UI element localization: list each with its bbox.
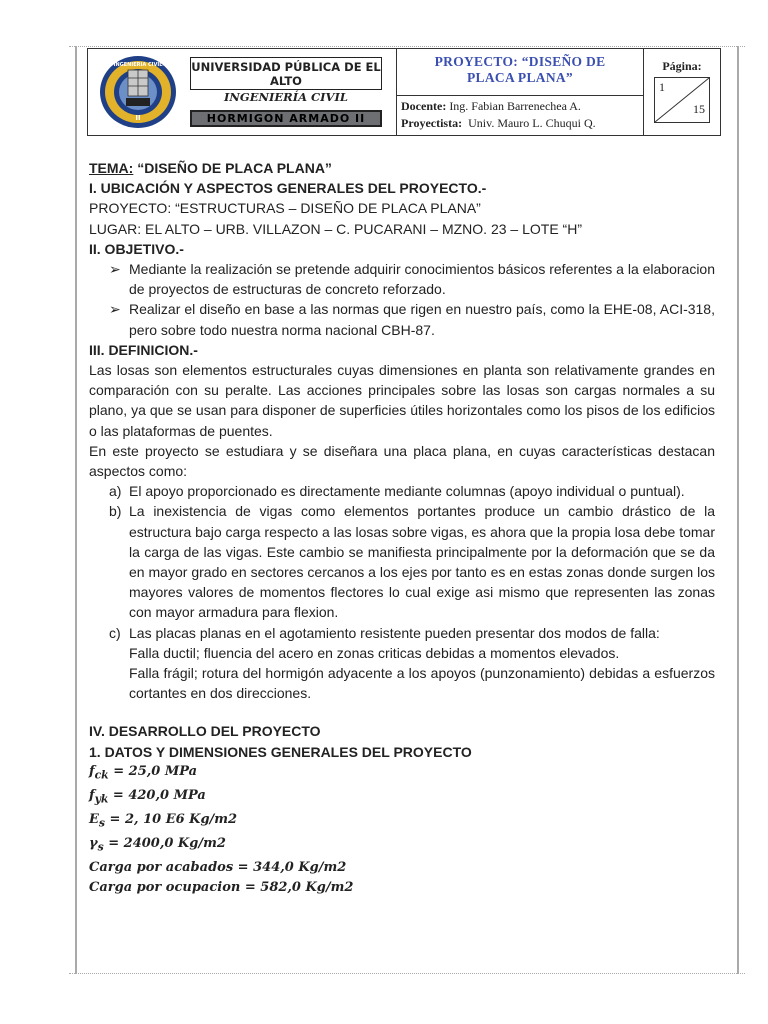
ductile-failure: Falla ductil; fluencia del acero en zonas criticas debidas a momentos elevados. — [129, 644, 620, 661]
project-title-line2: PLACA PLANA” — [467, 70, 573, 85]
document-header — [87, 48, 721, 136]
data-row-occupancy-load: Carga por ocupacion = 582,0 Kg/m2 — [89, 880, 354, 896]
docente-label: Docente: — [401, 99, 447, 113]
arrow-bullet-icon: ➢ — [109, 261, 121, 278]
page-number: 1 — [659, 80, 665, 94]
faculty-logo — [98, 54, 178, 130]
course-band — [190, 110, 382, 127]
objectives-list — [89, 259, 715, 340]
document-body — [89, 158, 715, 899]
section-2-title: II. OBJETIVO.- — [89, 240, 184, 257]
list-item: ➢ Mediante la realización se pretende adquirir conocimientos básicos referentes a la elaboracion de proyectos de estructuras de concreto reforzado. — [109, 261, 716, 298]
section-4-subtitle: 1. DATOS Y DIMENSIONES GENERALES DEL PROYECTO — [89, 743, 472, 760]
page-counter — [654, 77, 710, 123]
proyectista-label: Proyectista: — [401, 116, 463, 130]
project-line: PROYECTO: “ESTRUCTURAS – DISEÑO DE PLACA PLANA” — [89, 200, 481, 217]
docente-value: Ing. Fabian Barrenechea A. — [449, 99, 581, 113]
page-block — [644, 49, 720, 135]
section-3-title: III. DEFINICION.- — [89, 341, 198, 358]
data-row-gamma: $\gamma_s = 2400,0$ Kg/m2 — [89, 835, 226, 854]
data-row-es: $E_s = 2$, 10 E6 Kg/m2 — [89, 811, 238, 830]
university-name: UNIVERSIDAD PÚBLICA DE EL ALTO — [190, 57, 382, 90]
topic-line — [89, 158, 715, 178]
list-item: ➢ Realizar el diseño en base a las normas que rigen en nuestro país, como la EHE-08, ACI-318, pero sobre todo nuestra norma nacional CBH-87. — [109, 301, 715, 338]
proyectista-value: Univ. Mauro L. Chuqui Q. — [468, 116, 596, 130]
topic-value: “DISEÑO DE PLACA PLANA” — [133, 160, 332, 176]
svg-text:II: II — [135, 114, 141, 122]
definition-paragraph-2: En este proyecto se estudiara y se diseñara una placa plana, en cuyas características destacan aspectos como: — [89, 442, 715, 480]
location-line: LUGAR: EL ALTO – URB. VILLAZON – C. PUCARANI – MZNO. 23 – LOTE “H” — [89, 220, 582, 237]
faculty-name: INGENIERÍA CIVIL — [224, 90, 348, 104]
data-row-fyk: $f_{yk} = 420,0$ MPa — [89, 787, 206, 806]
project-title — [397, 54, 643, 86]
list-item: a) El apoyo proporcionado es directamente mediante columnas (apoyo individual o puntual). — [109, 483, 685, 500]
project-title-line1: PROYECTO: “DISEÑO DE — [434, 54, 606, 69]
course-name: HORMIGON ARMADO II — [192, 112, 380, 125]
page-label: Página: — [662, 59, 702, 73]
data-row-fck: $f_{ck} = 25,0$ MPa — [89, 763, 198, 782]
institution-block — [88, 49, 397, 135]
section-4-title: IV. DESARROLLO DEL PROYECTO — [89, 723, 321, 740]
logo-ring-text: INGENIERIA CIVIL — [113, 62, 163, 68]
brittle-failure: Falla frágil; rotura del hormigón adyacente a los apoyos (punzonamiento) debidas a esfuerzos cortantes en dos direcciones. — [129, 665, 715, 702]
definition-paragraph: Las losas son elementos estructurales cuyas dimensiones en planta son relativamente grandes en comparación con su peralte. Las acciones principales sobre las losas son cargas normales a su plano, ya que se usan para disponer de superficies útiles horizontales como los pisos de los edificios o las plataformas de puentes. — [89, 362, 715, 439]
project-meta — [401, 98, 596, 132]
arrow-bullet-icon: ➢ — [109, 301, 121, 318]
institution-names — [190, 57, 382, 127]
topic-label: TEMA: — [89, 160, 134, 176]
list-item: c) Las placas planas en el agotamiento resistente pueden presentar dos modos de falla: Falla ductil; fluencia del acero en zonas criticas debidas a momentos elevados. Falla frágil; rotura del hormigón adyacente a los apoyos (punzonamiento) debidas a esfuerzos cortantes en dos direcciones. — [109, 624, 715, 702]
section-1-title: I. UBICACIÓN Y ASPECTOS GENERALES DEL PROYECTO.- — [89, 180, 487, 197]
project-block — [397, 49, 644, 135]
project-data — [89, 762, 715, 899]
page-total: 15 — [693, 102, 705, 116]
list-item: b) La inexistencia de vigas como elementos portantes produce un cambio drástico de la estructura bajo carga respecto a las losas sobre vigas, es ahora que la propia losa debe tomar la carga de las vigas. Este cambio se manifiesta principalmente por la deformación que se da en mayor grado en sectores cercanos a los ejes por tanto es en estas zonas donde surgen los mayores valores de momentos flectores lo cual exige asi mismo que representen las zonas con mayor armadura para flexion. — [109, 503, 716, 621]
data-row-finish-load: Carga por acabados = 344,0 Kg/m2 — [89, 859, 347, 875]
aspects-list — [89, 481, 715, 703]
